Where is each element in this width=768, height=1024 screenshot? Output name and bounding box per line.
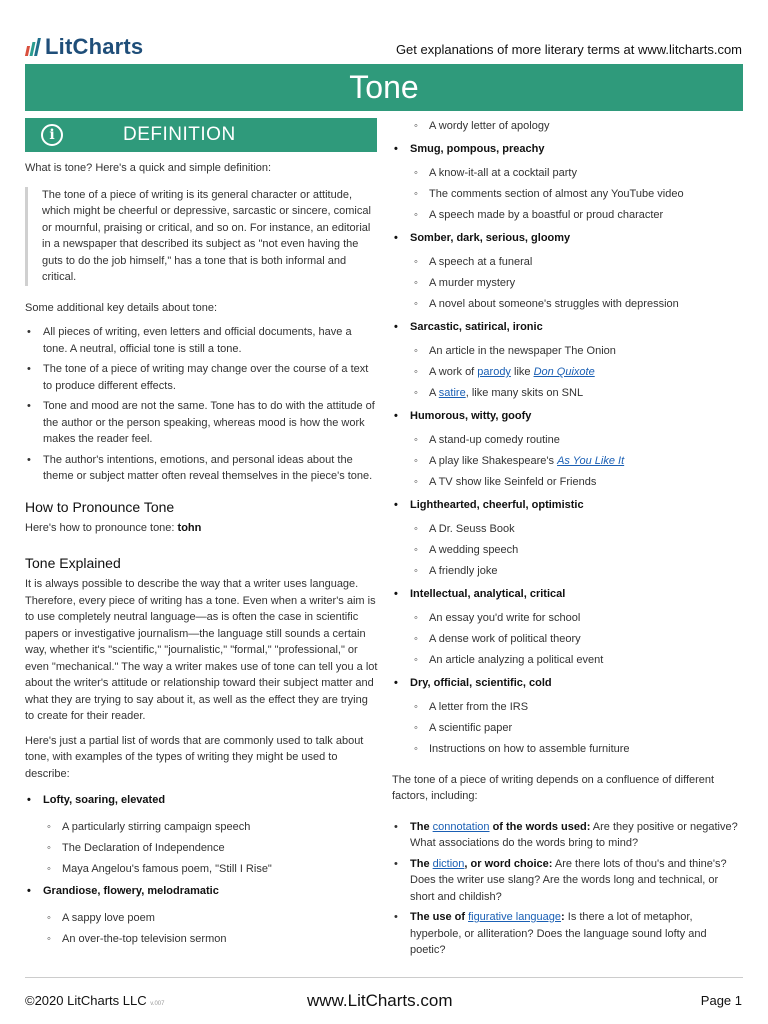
example-item: ◦ A speech made by a boastful or proud character bbox=[392, 207, 744, 224]
examples-list bbox=[392, 610, 744, 669]
footer-site-link[interactable]: www.LitCharts.com bbox=[307, 991, 453, 1010]
list-item: • The use of figurative language: Is there a lot of metaphor, hyperbole, or alliteration? Does the language sound lofty and poetic? bbox=[392, 909, 744, 959]
figurative-language-link[interactable]: figurative language bbox=[468, 911, 562, 923]
example-item: ◦ Instructions on how to assemble furniture bbox=[392, 741, 744, 758]
footer-divider bbox=[25, 977, 743, 978]
tone-category-intellectual: • Intellectual, analytical, critical bbox=[392, 586, 744, 603]
list-item: • The diction, or word choice: Are there lots of thou's and thine's? Does the writer use slang? Are the words long and technical, or short and childish? bbox=[392, 856, 744, 906]
example-item: ◦ A Dr. Seuss Book bbox=[392, 521, 744, 538]
explained-heading: Tone Explained bbox=[25, 554, 121, 571]
example-item: ◦ An over-the-top television sermon bbox=[25, 931, 378, 948]
examples-list bbox=[25, 910, 378, 948]
litcharts-logo[interactable] bbox=[26, 34, 143, 60]
version-label: v.007 bbox=[150, 1001, 165, 1007]
tone-category-sarcastic: • Sarcastic, satirical, ironic bbox=[392, 319, 744, 336]
factors-intro: The tone of a piece of writing depends on a confluence of different factors, including: bbox=[392, 773, 715, 802]
connotation-link[interactable]: connotation bbox=[432, 820, 490, 833]
example-item: ◦ A sappy love poem bbox=[25, 910, 378, 927]
example-item: ◦ A TV show like Seinfeld or Friends bbox=[392, 474, 744, 491]
tone-category-humorous: • Humorous, witty, goofy bbox=[392, 408, 744, 425]
parody-link[interactable]: parody bbox=[477, 366, 511, 378]
factors-list bbox=[392, 819, 744, 959]
examples-list bbox=[392, 699, 744, 758]
tone-category-grandiose: • Grandiose, flowery, melodramatic bbox=[25, 883, 378, 900]
example-item: ◦ A play like Shakespeare's As You Like It bbox=[392, 453, 744, 470]
examples-list bbox=[25, 819, 378, 878]
example-item: ◦ The Declaration of Independence bbox=[25, 840, 378, 857]
right-column bbox=[392, 118, 744, 973]
list-item: • The connotation of the words used: Are they positive or negative? What associations do the words bring to mind? bbox=[392, 819, 744, 852]
key-details-intro: Some additional key details about tone: bbox=[25, 301, 218, 314]
pronounce-heading: How to Pronounce Tone bbox=[25, 498, 175, 515]
examples-list bbox=[392, 118, 744, 135]
satire-link[interactable]: satire bbox=[438, 387, 466, 399]
examples-list bbox=[392, 343, 744, 402]
example-item: ◦ A friendly joke bbox=[392, 563, 744, 580]
header-tagline: Get explanations of more literary terms at www.litcharts.com bbox=[395, 42, 742, 57]
page-title: Tone bbox=[25, 64, 743, 111]
definition-header bbox=[25, 118, 377, 152]
pronounce-text: Here's how to pronounce tone: tohn bbox=[25, 522, 202, 534]
examples-list bbox=[392, 165, 744, 224]
examples-list bbox=[392, 432, 744, 491]
example-item: ◦ Maya Angelou's famous poem, "Still I Rise" bbox=[25, 861, 378, 878]
examples-list bbox=[392, 521, 744, 580]
logo-bars-icon bbox=[26, 38, 39, 56]
definition-quote: The tone of a piece of writing is its general character or attitude, which might be cheerful or depressive, sarcastic or sincere, comical or mournful, praising or critical, and so on. For instance, an editorial in a newspaper that described its subject as "not even having the guts to do the job himself," has a tone that is both informal and critical. bbox=[25, 187, 378, 286]
example-item: ◦ An article analyzing a political event bbox=[392, 652, 744, 669]
diction-link[interactable]: diction bbox=[432, 857, 465, 870]
example-item: ◦ A work of parody like Don Quixote bbox=[392, 364, 744, 381]
tone-category-dry: • Dry, official, scientific, cold bbox=[392, 675, 744, 692]
example-item: ◦ A stand-up comedy routine bbox=[392, 432, 744, 449]
example-item: ◦ A satire, like many skits on SNL bbox=[392, 385, 744, 402]
definition-intro: What is tone? Here's a quick and simple definition: bbox=[25, 162, 272, 174]
definition-label: DEFINITION bbox=[123, 124, 236, 145]
don-quixote-link[interactable]: Don Quixote bbox=[533, 366, 595, 378]
example-item: ◦ A wordy letter of apology bbox=[392, 118, 744, 135]
tone-category-lofty: • Lofty, soaring, elevated bbox=[25, 792, 378, 809]
logo-text: LitCharts bbox=[45, 34, 144, 59]
explained-paragraph-2: Here's just a partial list of words that are commonly used to talk about tone, with examples of the types of writing they might be used to describe: bbox=[25, 734, 364, 780]
example-item: ◦ The comments section of almost any YouTube video bbox=[392, 186, 744, 203]
key-details-list bbox=[25, 324, 378, 485]
example-item: ◦ A novel about someone's struggles with depression bbox=[392, 296, 744, 313]
tone-category-somber: • Somber, dark, serious, gloomy bbox=[392, 230, 744, 247]
example-item: ◦ A speech at a funeral bbox=[392, 254, 744, 271]
example-item: ◦ An article in the newspaper The Onion bbox=[392, 343, 744, 360]
footer-copyright: ©2020 LitCharts LLC v.007 bbox=[25, 993, 165, 1008]
example-item: ◦ A particularly stirring campaign speech bbox=[25, 819, 378, 836]
list-item: • The author's intentions, emotions, and personal ideas about the theme or subject matter often reveal themselves in the piece's tone. bbox=[25, 452, 378, 485]
list-item: • The tone of a piece of writing may change over the course of a text to produce different effects. bbox=[25, 361, 378, 394]
example-item: ◦ A murder mystery bbox=[392, 275, 744, 292]
examples-list bbox=[392, 254, 744, 313]
tone-category-lighthearted: • Lighthearted, cheerful, optimistic bbox=[392, 497, 744, 514]
as-you-like-it-link[interactable]: As You Like It bbox=[557, 455, 625, 467]
pronounce-word: tohn bbox=[177, 522, 202, 534]
explained-paragraph: It is always possible to describe the way that a writer uses language. Therefore, every piece of writing has a tone. Even when a writer's aim is to use completely neutral language—as is often the case in scientific papers or investigative journalism—the language still sounds a certain way, whether it's "scientific," "journalistic," "formal," "professional," or even "mechanical." The way a writer makes use of tone can tell you a lot about the writer's attitude or relationship toward their subject matter and what they are trying to say about it, as well as the effect they are trying to create for their reader. bbox=[25, 578, 378, 722]
list-item: • All pieces of writing, even letters and official documents, have a tone. A neutral, official tone is still a tone. bbox=[25, 324, 378, 357]
example-item: ◦ A scientific paper bbox=[392, 720, 744, 737]
list-item: • Tone and mood are not the same. Tone has to do with the attitude of the author or the person speaking, whereas mood is how the work makes the reader feel. bbox=[25, 398, 378, 448]
example-item: ◦ A letter from the IRS bbox=[392, 699, 744, 716]
left-column bbox=[25, 160, 378, 953]
example-item: ◦ A wedding speech bbox=[392, 542, 744, 559]
info-icon: i bbox=[41, 124, 63, 146]
example-item: ◦ An essay you'd write for school bbox=[392, 610, 744, 627]
example-item: ◦ A dense work of political theory bbox=[392, 631, 744, 648]
example-item: ◦ A know-it-all at a cocktail party bbox=[392, 165, 744, 182]
page-number: Page 1 bbox=[700, 993, 742, 1008]
tone-category-smug: • Smug, pompous, preachy bbox=[392, 141, 744, 158]
